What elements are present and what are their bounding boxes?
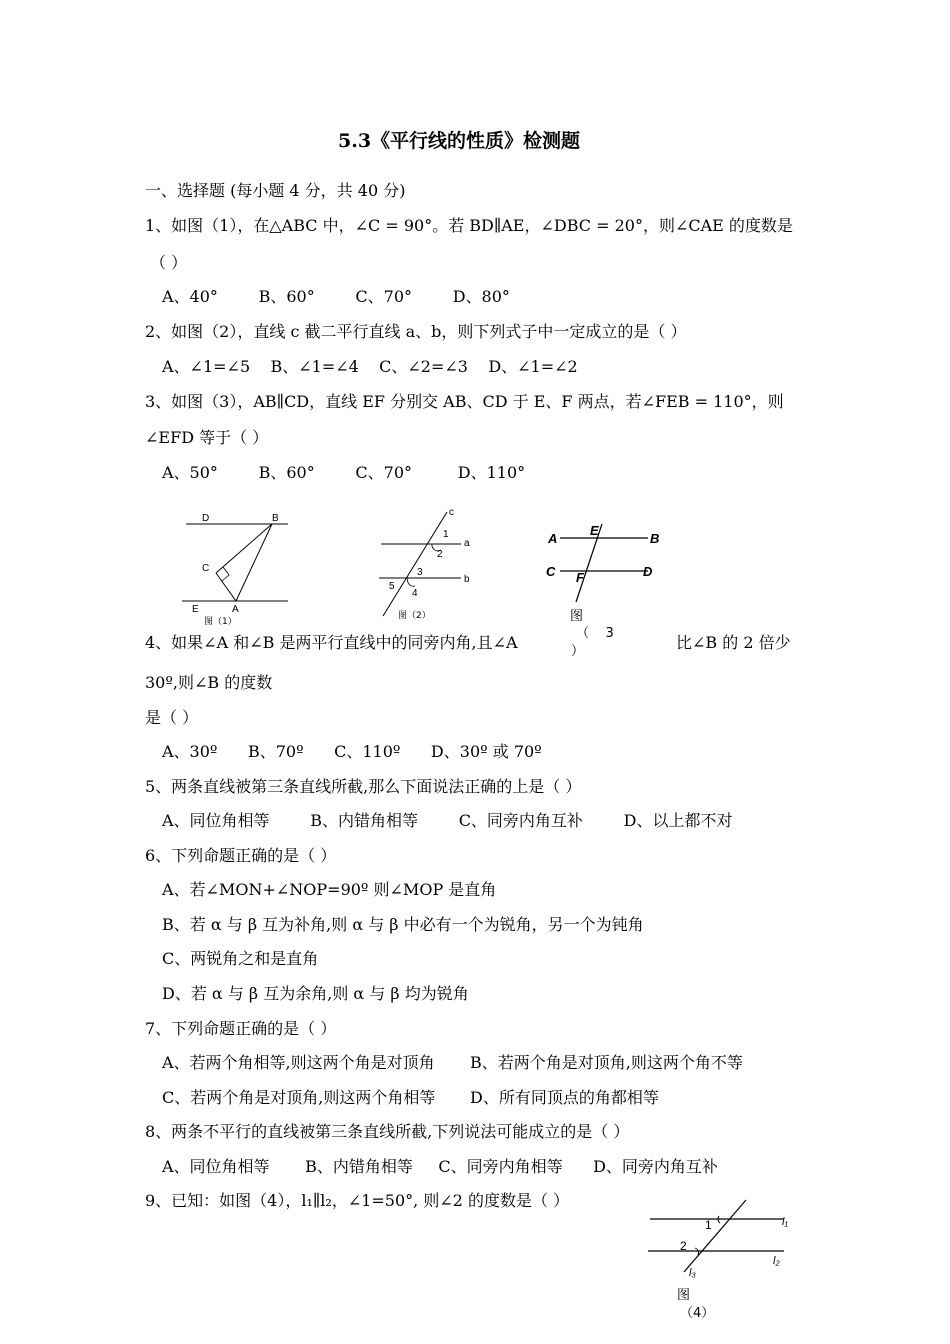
fig2-label-3: 3 bbox=[417, 567, 423, 578]
question-8-options: A、同位角相等 B、内错角相等 C、同旁内角相等 D、同旁内角互补 bbox=[162, 1157, 718, 1176]
question-8-stem: 8、两条不平行的直线被第三条直线所截,下列说法可能成立的是（ ） bbox=[145, 1122, 630, 1141]
figure-3-caption-1: 图 bbox=[570, 609, 584, 624]
fig3-label-e: E bbox=[590, 523, 599, 538]
question-1-stem: 1、如图（1），在△ABC 中，∠C = 90°。若 BD∥AE，∠DBC = 20°，则∠CAE 的度数是 bbox=[145, 216, 793, 235]
fig4-label-2: 2 bbox=[680, 1239, 687, 1253]
fig4-label-l2: l₂ bbox=[773, 1255, 780, 1267]
question-4-options: A、30º B、70º C、110º D、30º 或 70º bbox=[162, 742, 542, 761]
figure-3-diagram bbox=[540, 520, 670, 608]
question-3-options: A、50° B、60° C、70° D、110° bbox=[162, 463, 526, 482]
fig1-label-e: E bbox=[192, 604, 199, 615]
question-6-option-c: C、两锐角之和是直角 bbox=[162, 949, 319, 968]
fig2-label-4: 4 bbox=[412, 588, 418, 599]
question-1-options: A、40° B、60° C、70° D、80° bbox=[162, 287, 510, 306]
fig1-label-c: C bbox=[202, 563, 210, 574]
question-2-options: A、∠1=∠5 B、∠1=∠4 C、∠2=∠3 D、∠1=∠2 bbox=[162, 357, 578, 376]
page-title: 5.3《平行线的性质》检测题 bbox=[338, 130, 581, 152]
fig1-label-a: A bbox=[232, 604, 239, 615]
figure-3-caption-3: ） bbox=[571, 644, 585, 659]
fig3-label-f: F bbox=[576, 570, 584, 585]
figure-3-caption-2: （ 3 bbox=[576, 626, 614, 641]
fig4-label-l3: l₃ bbox=[689, 1267, 696, 1278]
fig3-label-a: A bbox=[548, 531, 558, 546]
fig2-label-5: 5 bbox=[389, 581, 395, 592]
question-6-option-a: A、若∠MON+∠NOP=90º 则∠MOP 是直角 bbox=[162, 880, 497, 899]
question-9-stem: 9、已知：如图（4），l₁∥l₂，∠1=50°, 则∠2 的度数是（ ） bbox=[145, 1191, 570, 1210]
fig3-label-b: B bbox=[650, 531, 660, 546]
question-4-stem-part-d: 是（ ） bbox=[145, 708, 199, 727]
question-6-option-b: B、若 α 与 β 互为补角,则 α 与 β 中必有一个为锐角，另一个为钝角 bbox=[162, 915, 644, 934]
question-7-stem: 7、下列命题正确的是（ ） bbox=[145, 1019, 337, 1038]
fig2-label-a: a bbox=[464, 538, 470, 549]
question-4-stem-part-c: 30º,则∠B 的度数 bbox=[145, 673, 273, 692]
fig4-label-l1: l₁ bbox=[782, 1216, 788, 1228]
question-5-options: A、同位角相等 B、内错角相等 C、同旁内角互补 D、以上都不对 bbox=[162, 811, 733, 830]
question-1-answer-paren: （ ） bbox=[150, 253, 188, 272]
fig2-label-1: 1 bbox=[443, 529, 449, 540]
section-heading: 一、选择题 (每小题 4 分，共 40 分) bbox=[145, 181, 406, 200]
figure-2-caption: 图（2） bbox=[398, 611, 431, 621]
question-3-stem-continued: ∠EFD 等于（ ） bbox=[145, 428, 269, 447]
question-6-option-d: D、若 α 与 β 互为余角,则 α 与 β 均为锐角 bbox=[162, 984, 469, 1003]
fig4-label-1: 1 bbox=[705, 1218, 712, 1232]
fig2-label-b: b bbox=[464, 574, 470, 585]
question-4-stem-part-b: 比∠B 的 2 倍少 bbox=[676, 633, 791, 652]
figure-2-diagram bbox=[375, 506, 485, 618]
question-7-option-c: C、若两个角是对顶角,则这两个角相等 bbox=[162, 1088, 436, 1107]
figure-4-diagram bbox=[640, 1196, 800, 1278]
question-2-stem: 2、如图（2），直线 c 截二平行直线 a、b，则下列式子中一定成立的是（ ） bbox=[145, 322, 687, 341]
question-7-option-b: B、若两个角是对顶角,则这两个角不等 bbox=[470, 1053, 743, 1072]
question-4-stem-part-a: 4、如果∠A 和∠B 是两平行直线中的同旁内角,且∠A bbox=[145, 633, 518, 652]
question-3-stem: 3、如图（3），AB∥CD，直线 EF 分别交 AB、CD 于 E、F 两点，若∠FEB = 110°，则 bbox=[145, 392, 784, 411]
question-6-stem: 6、下列命题正确的是（ ） bbox=[145, 846, 337, 865]
fig2-label-c: c bbox=[449, 507, 454, 518]
figure-1-caption: 图（1） bbox=[204, 617, 237, 627]
fig1-label-b: B bbox=[272, 513, 279, 524]
figure-4-caption-2: （4） bbox=[680, 1306, 715, 1321]
question-5-stem: 5、两条直线被第三条直线所截,那么下面说法正确的上是（ ） bbox=[145, 777, 582, 796]
question-7-option-a: A、若两个角相等,则这两个角是对顶角 bbox=[162, 1053, 435, 1072]
fig2-label-2: 2 bbox=[437, 549, 443, 560]
fig3-label-d: D bbox=[643, 564, 653, 579]
question-7-option-d: D、所有同顶点的角都相等 bbox=[470, 1088, 659, 1107]
figure-1-diagram bbox=[180, 508, 300, 618]
figure-4-caption-1: 图 bbox=[677, 1288, 691, 1303]
fig3-label-c: C bbox=[546, 564, 556, 579]
fig1-label-d: D bbox=[202, 513, 210, 524]
